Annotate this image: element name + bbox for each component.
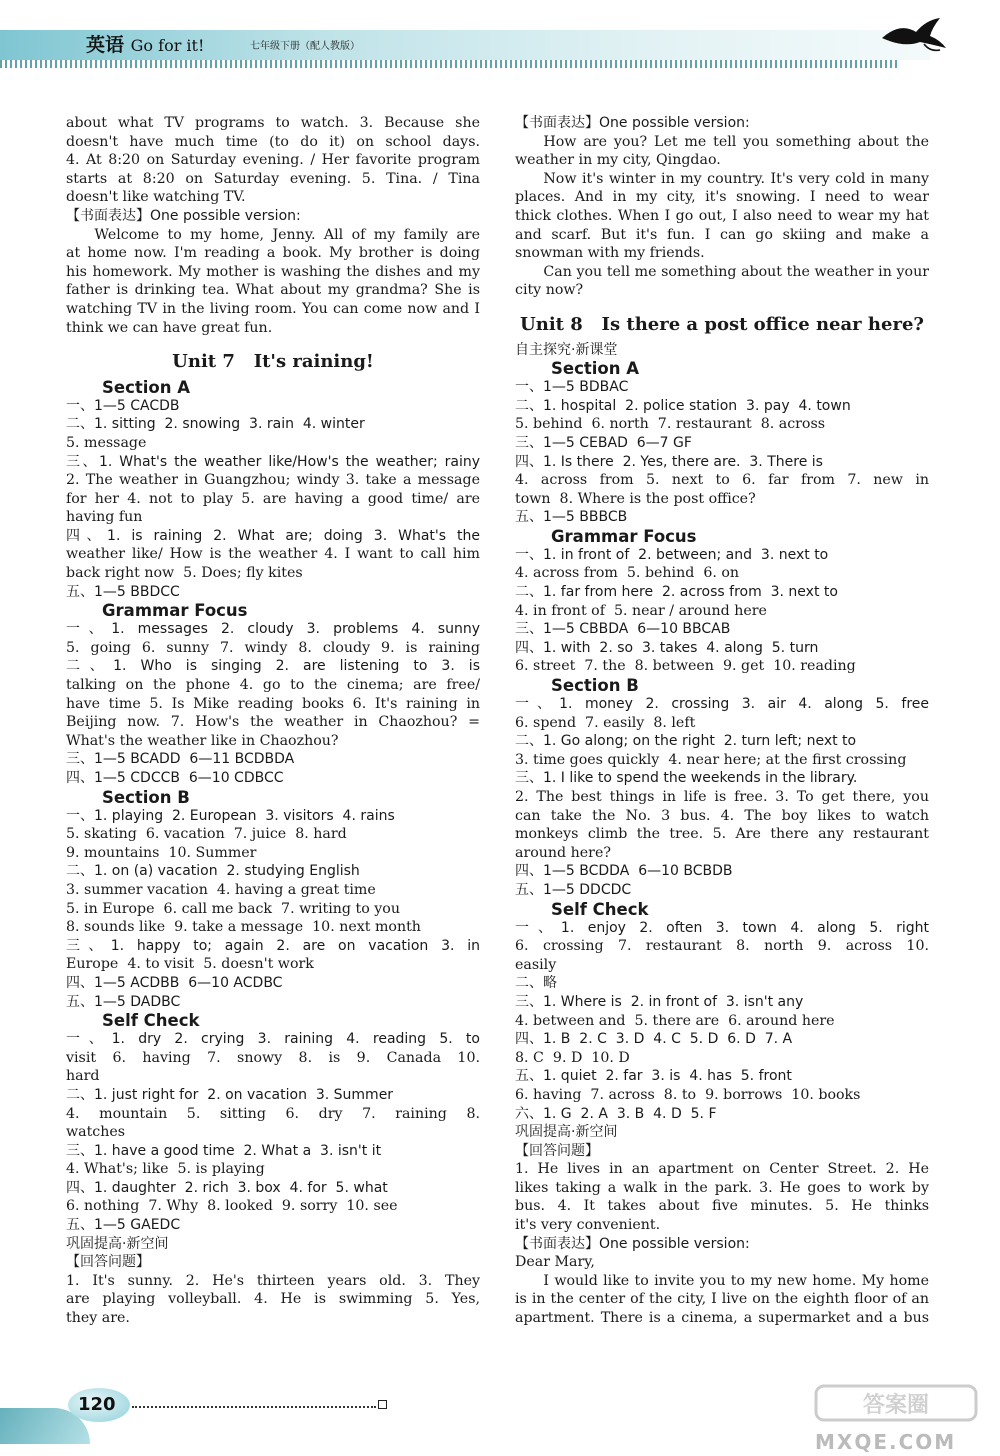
text-line: 五、1. quiet 2. far 3. is 4. has 5. front <box>515 1068 792 1085</box>
text-line: 一、1—5 BDBAC <box>515 379 629 396</box>
watermark-logo-icon <box>812 1380 982 1430</box>
text-line: his homework. My mother is washing the dishes and my <box>66 263 480 280</box>
section-heading: Grammar Focus <box>102 601 248 621</box>
text-line: for her 4. not to play 5. are having a good time/ are <box>66 490 480 507</box>
text-line: weather in my city, Qingdao. <box>515 152 721 169</box>
text-line: 五、1—5 BBBCB <box>515 509 628 526</box>
text-line: 5. in Europe 6. call me back 7. writing to you <box>66 900 400 917</box>
text-line: 4. across from 5. behind 6. on <box>515 565 740 582</box>
text-line: 【书面表达】One possible version: <box>515 115 750 131</box>
text-line: 三、1—5 CEBAD 6—7 GF <box>515 434 692 451</box>
section-heading: Section B <box>551 676 639 696</box>
text-line: Welcome to my home, Jenny. All of my family are <box>94 226 480 243</box>
header-stripes <box>0 60 900 68</box>
text-line: 8. C 9. D 10. D <box>515 1049 630 1066</box>
text-line: weather like/ How is the weather 4. I want to call him <box>66 546 480 563</box>
text-line: 6. street 7. the 8. between 9. get 10. reading <box>515 658 856 675</box>
text-line: I would like to invite you to my new home. My home <box>543 1272 929 1289</box>
footer-square-icon <box>378 1400 387 1409</box>
text-line: 6. nothing 7. Why 8. looked 9. sorry 10. see <box>66 1198 398 1215</box>
text-line: 六、1. G 2. A 3. B 4. D 5. F <box>515 1105 717 1122</box>
text-line: back right now 5. Does; fly kites <box>66 565 303 582</box>
text-line: starts at 8:20 on Saturday evening. 5. Tina. / Tina <box>66 170 480 187</box>
subject-label: 英语 <box>86 34 125 56</box>
text-line: 二、1. hospital 2. police station 3. pay 4. town <box>515 397 851 414</box>
text-line: What's the weather like in Chaozhou? <box>66 732 339 749</box>
grade-label: 七年级下册（配人教版） <box>250 41 360 52</box>
section-heading: Self Check <box>551 899 649 919</box>
text-line: 四、1—5 BCDDA 6—10 BCBDB <box>515 863 733 880</box>
text-line: 二、略 <box>515 975 557 992</box>
text-line: 4. in front of 5. near / around here <box>515 602 767 619</box>
text-line: easily <box>515 956 557 973</box>
left-column <box>66 114 480 1328</box>
watermark-text: MXQE.COM <box>815 1430 957 1454</box>
text-line: 巩固提高·新空间 <box>515 1124 618 1141</box>
text-line: 【回答问题】 <box>515 1142 599 1159</box>
text-line: they are. <box>66 1310 130 1327</box>
text-line: 二、1. Who is singing 2. are listening to 3. is <box>66 658 480 675</box>
text-line: 四、1—5 ACDBB 6—10 ACDBC <box>66 974 283 991</box>
text-line: 一、1. playing 2. European 3. visitors 4. rains <box>66 807 395 824</box>
bird-logo-icon <box>880 14 950 54</box>
text-line: doesn't have much time (to do it) on school days. <box>66 133 480 150</box>
text-line: visit 6. having 7. snowy 8. is 9. Canada 10. <box>66 1049 480 1066</box>
text-line: 三、1—5 BCADD 6—11 BCDBDA <box>66 751 295 768</box>
text-line: 二、1. far from here 2. across from 3. next to <box>515 584 838 601</box>
text-line: think we can have great fun. <box>66 319 273 336</box>
text-line: watching TV in the living room. You can come now and I <box>66 300 480 317</box>
text-line: 5. skating 6. vacation 7. juice 8. hard <box>66 826 347 843</box>
text-line: Europe 4. to visit 5. doesn't work <box>66 956 314 973</box>
text-line: snowman with my friends. <box>515 245 705 262</box>
text-line: 一、1. enjoy 2. often 3. town 4. along 5. right <box>515 919 929 936</box>
text-line: and scarf. But it's fun. I can go skiing and make a <box>515 226 929 243</box>
right-column <box>515 114 929 1328</box>
page-header <box>0 0 1000 72</box>
text-line: 三、1. have a good time 2. What a 3. isn't it <box>66 1142 382 1159</box>
text-line: hard <box>66 1068 100 1085</box>
text-line: having fun <box>66 509 143 526</box>
text-line: 四、1. is raining 2. What are; doing 3. What's the <box>66 527 480 544</box>
text-line: 1. He lives in an apartment on Center Street. 2. He <box>515 1161 929 1178</box>
text-line: 三、1. What's the weather like/How's the weather; rainy <box>66 453 480 470</box>
text-line: 6. crossing 7. restaurant 8. north 9. across 10. <box>515 938 929 955</box>
text-line: doesn't like watching TV. <box>66 189 246 206</box>
text-line: 【书面表达】One possible version: <box>66 207 301 224</box>
text-line: 四、1. daughter 2. rich 3. box 4. for 5. what <box>66 1179 388 1196</box>
text-line: 自主探究·新课堂 <box>515 341 618 358</box>
text-line: apartment. There is a cinema, a supermarket and a bus <box>515 1310 929 1327</box>
text-line: 二、1. sitting 2. snowing 3. rain 4. winter <box>66 416 365 433</box>
text-line: father is drinking tea. What about my grandma? She is <box>66 282 480 299</box>
text-line: How are you? Let me tell you something about the <box>543 133 929 150</box>
text-line: 四、1—5 CDCCB 6—10 CDBCC <box>66 770 284 786</box>
text-line: around here? <box>515 844 611 861</box>
text-line: 四、1. Is there 2. Yes, there are. 3. There is <box>515 453 823 470</box>
text-line: monkeys climb the tree. 5. Are there any restaurant <box>515 826 929 843</box>
section-heading: Grammar Focus <box>551 526 697 546</box>
text-line: 6. spend 7. easily 8. left <box>515 714 696 731</box>
book-title <box>86 30 204 57</box>
text-line: town 8. Where is the post office? <box>515 490 756 507</box>
text-line: likes taking a walk in the park. 3. He goes to work by <box>515 1179 929 1196</box>
text-line: 4. What's; like 5. is playing <box>66 1161 265 1178</box>
text-line: 5. going 6. sunny 7. windy 8. cloudy 9. is raining <box>66 639 480 656</box>
text-line: thick clothes. When I go out, I also need to wear my hat <box>515 207 929 224</box>
page-number: 120 <box>78 1394 116 1415</box>
text-line: 巩固提高·新空间 <box>66 1235 169 1252</box>
footer-dotted-line <box>132 1406 376 1408</box>
text-line: 五、1—5 BBDCC <box>66 583 180 600</box>
text-line: 一、1. dry 2. crying 3. raining 4. reading 5. to <box>66 1031 480 1048</box>
text-line: 4. across from 5. next to 6. far from 7. new in <box>515 472 929 489</box>
text-line: is in the center of the city, I live on the eighth floor of an <box>515 1291 929 1308</box>
text-line: 二、1. just right for 2. on vacation 3. Summer <box>66 1086 394 1103</box>
text-line: Can you tell me something about the weather in your <box>543 263 929 280</box>
text-line: 三、1—5 CBBDA 6—10 BBCAB <box>515 621 731 638</box>
text-line: 3. time goes quickly 4. near here; at the first crossing <box>515 751 907 768</box>
text-line: 一、1. money 2. crossing 3. air 4. along 5. free <box>515 696 929 713</box>
text-line: watches <box>66 1124 126 1141</box>
text-line: 【回答问题】 <box>66 1254 150 1271</box>
section-heading: Section A <box>551 359 639 379</box>
text-line: Dear Mary, <box>515 1254 595 1271</box>
text-line: 5. behind 6. north 7. restaurant 8. across <box>515 416 826 433</box>
text-line: are playing volleyball. 4. He is swimming 5. Yes, <box>66 1291 480 1308</box>
text-line: 9. mountains 10. Summer <box>66 844 257 861</box>
text-line: 【书面表达】One possible version: <box>515 1235 750 1252</box>
text-line: 4. between and 5. there are 6. around here <box>515 1012 835 1029</box>
text-line: 一、1. in front of 2. between; and 3. next to <box>515 546 829 563</box>
text-line: 三、1. I like to spend the weekends in the library. <box>515 770 858 787</box>
text-line: at home now. I'm reading a book. My brother is doing <box>66 245 480 262</box>
text-line: 二、1. Go along; on the right 2. turn left; next to <box>515 733 857 750</box>
section-heading: Self Check <box>102 1011 200 1031</box>
text-line: 五、1—5 GAEDC <box>66 1217 181 1234</box>
text-line: 四、1. with 2. so 3. takes 4. along 5. turn <box>515 639 819 656</box>
text-line: 2. The best things in life is free. 3. To get there, you <box>515 789 929 805</box>
section-heading: Section B <box>102 787 190 807</box>
text-line: 四、1. B 2. C 3. D 4. C 5. D 6. D 7. A <box>515 1031 793 1048</box>
text-line: 2. The weather in Guangzhou; windy 3. take a message <box>66 472 480 489</box>
unit-heading: Unit 8 Is there a post office near here? <box>520 313 924 335</box>
text-line: 五、1—5 DDCDC <box>515 881 632 898</box>
series-label: Go for it! <box>130 36 205 55</box>
text-line: 二、1. on (a) vacation 2. studying English <box>66 863 360 880</box>
text-line: 一、1—5 CACDB <box>66 397 180 414</box>
text-line: 3. summer vacation 4. having a great time <box>66 881 376 898</box>
text-line: 5. message <box>66 434 147 451</box>
text-line: about what TV programs to watch. 3. Because she <box>66 115 480 131</box>
text-line: have time 5. Is Mike reading books 6. It's raining in <box>66 695 480 712</box>
text-line: city now? <box>515 282 584 299</box>
text-line: 一、1. messages 2. cloudy 3. problems 4. sunny <box>66 621 480 638</box>
text-line: 6. having 7. across 8. to 9. borrows 10. books <box>515 1086 861 1103</box>
text-line: 三、1. happy to; again 2. are on vacation 3. in <box>66 937 480 954</box>
text-line: 1. It's sunny. 2. He's thirteen years old. 3. They <box>66 1272 480 1289</box>
text-line: talking on the phone 4. go to the cinema; are free/ <box>66 677 480 694</box>
text-line: bus. 4. It takes about five minutes. 5. He thinks <box>515 1198 929 1215</box>
text-line: 4. mountain 5. sitting 6. dry 7. raining 8. <box>66 1105 480 1122</box>
text-line: can take the No. 3 bus. 4. The boy likes to watch <box>515 807 929 824</box>
text-line: it's very convenient. <box>515 1217 661 1234</box>
unit-heading: Unit 7 It's raining! <box>172 351 374 373</box>
text-line: places. And in my city, it's snowing. I need to wear <box>515 189 929 206</box>
svg-text:答案圈: 答案圈 <box>862 1393 930 1418</box>
text-line: 三、1. Where is 2. in front of 3. isn't any <box>515 993 804 1010</box>
text-line: 4. At 8:20 on Saturday evening. / Her favorite program <box>66 152 480 169</box>
section-heading: Section A <box>102 377 190 397</box>
text-line: Beijing now. 7. How's the weather in Chaozhou? = <box>66 714 480 731</box>
text-line: 8. sounds like 9. take a message 10. next month <box>66 919 421 936</box>
text-line: 五、1—5 DADBC <box>66 993 181 1010</box>
text-line: Now it's winter in my country. It's very cold in many <box>543 170 929 187</box>
